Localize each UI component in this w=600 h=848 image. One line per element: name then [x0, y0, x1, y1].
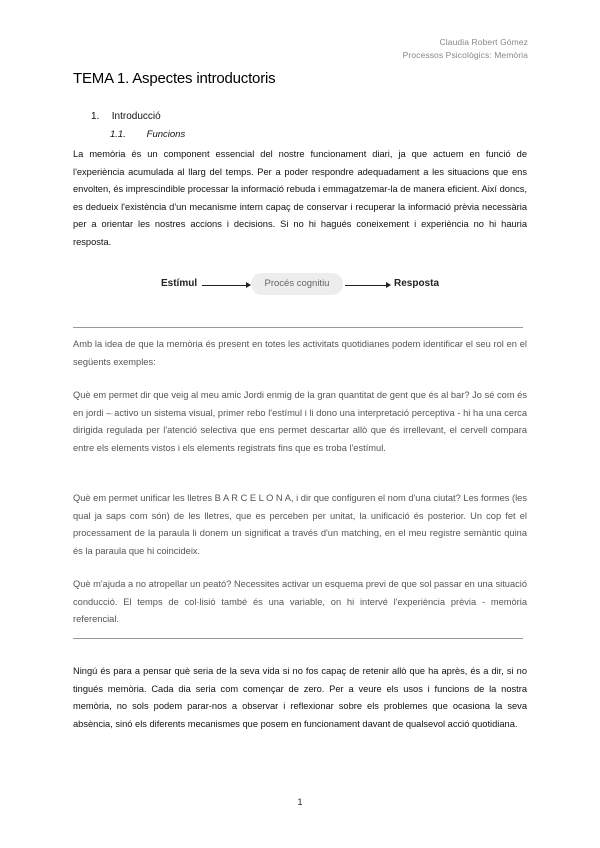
intro-paragraph: La memòria és un component essencial del nostre funcionament diari, ja que actuem en funció de l'experiència acumulada al llarg del temps. Per a poder respondre adequadament a les situacions que ens envolten, és imprescindible processar la informació rebuda i emmagatzemar-la de manera eficient. Així doncs, es dedueix l'existència d'un mecanisme intern capaç de conservar i recuperar la informació prèvia necessària per a orientar les nostres accions i decisions. Si no hi hagués coneixement i experiència no hi hauria resposta.	[73, 149, 527, 247]
divider	[73, 638, 523, 639]
subsection-label: Funcions	[146, 129, 186, 140]
example-paragraph: Què em permet unificar les lletres B A R C E L O N A, i dir que configuren el nom d'una ciutat? Les formes (les qual ja saps com són) de les lletres, que es perceben per unitat, la unificació és posterior. Un cop fet el processament de la paraula li donem un significat a través d'un matching, en el meu registre semàntic quina és la paraula que hi coincideix.	[73, 493, 527, 556]
arrow-right-icon	[345, 285, 390, 286]
final-paragraph: Ningú és para a pensar què seria de la seva vida si no fos capaç de retenir allò que ha après, és a dir, si no tingués memòria. Cada dia seria com començar de zero. Per a veure els usos i funcions de la nostra memòria, no sols podem parar-nos a observar i reflexionar sobre els problemes que ocasiona la seva absència, sinó els diferents mecanismes que posem en funcionament davant de qualsevol acció quotidiana.	[73, 666, 527, 729]
section-number: 1.	[91, 111, 100, 122]
page-header	[403, 36, 528, 62]
diagram-stimulus: Estímul	[161, 278, 198, 289]
subsection-number: 1.1.	[110, 129, 126, 140]
header-author: Claudia Robert Gómez	[439, 37, 528, 47]
examples-intro: Amb la idea de que la memòria és present en totes les activitats quotidianes podem identificar el seu rol en el següents exemples:	[73, 339, 527, 367]
arrow-right-icon	[202, 285, 250, 286]
page-title: TEMA 1. Aspectes introductoris	[73, 70, 276, 87]
divider	[73, 327, 523, 328]
page-number: 1	[297, 797, 303, 807]
process-diagram	[150, 272, 450, 298]
example-paragraph: Què m'ajuda a no atropellar un peató? Necessites activar un esquema previ de que sol passar en una situació conducció. El temps de col·lisió també és una variable, on hi intervé l'experiència prèvia - memòria referencial.	[73, 579, 527, 624]
header-subject: Processos Psicològics: Memòria	[402, 50, 528, 60]
example-paragraph: Què em permet dir que veig al meu amic Jordi enmig de la gran quantitat de gent que és al bar? Jo sé com és en jordi – activo un sistema visual, primer rebo l'estímul i li dono una interpretació perceptiva - hi ha una cerca dirigida regulada per l'atenció selectiva que ens permet descartar allò que és irrellevant, el cervell compara entre els elements vistos i els elements registrats fins que es troba l'estímul.	[73, 390, 527, 453]
section-heading	[91, 111, 161, 122]
diagram-process-box: Procés cognitiu	[251, 273, 343, 295]
subsection-heading	[110, 129, 185, 140]
section-label: Introducció	[111, 111, 161, 122]
diagram-response: Resposta	[394, 278, 440, 289]
